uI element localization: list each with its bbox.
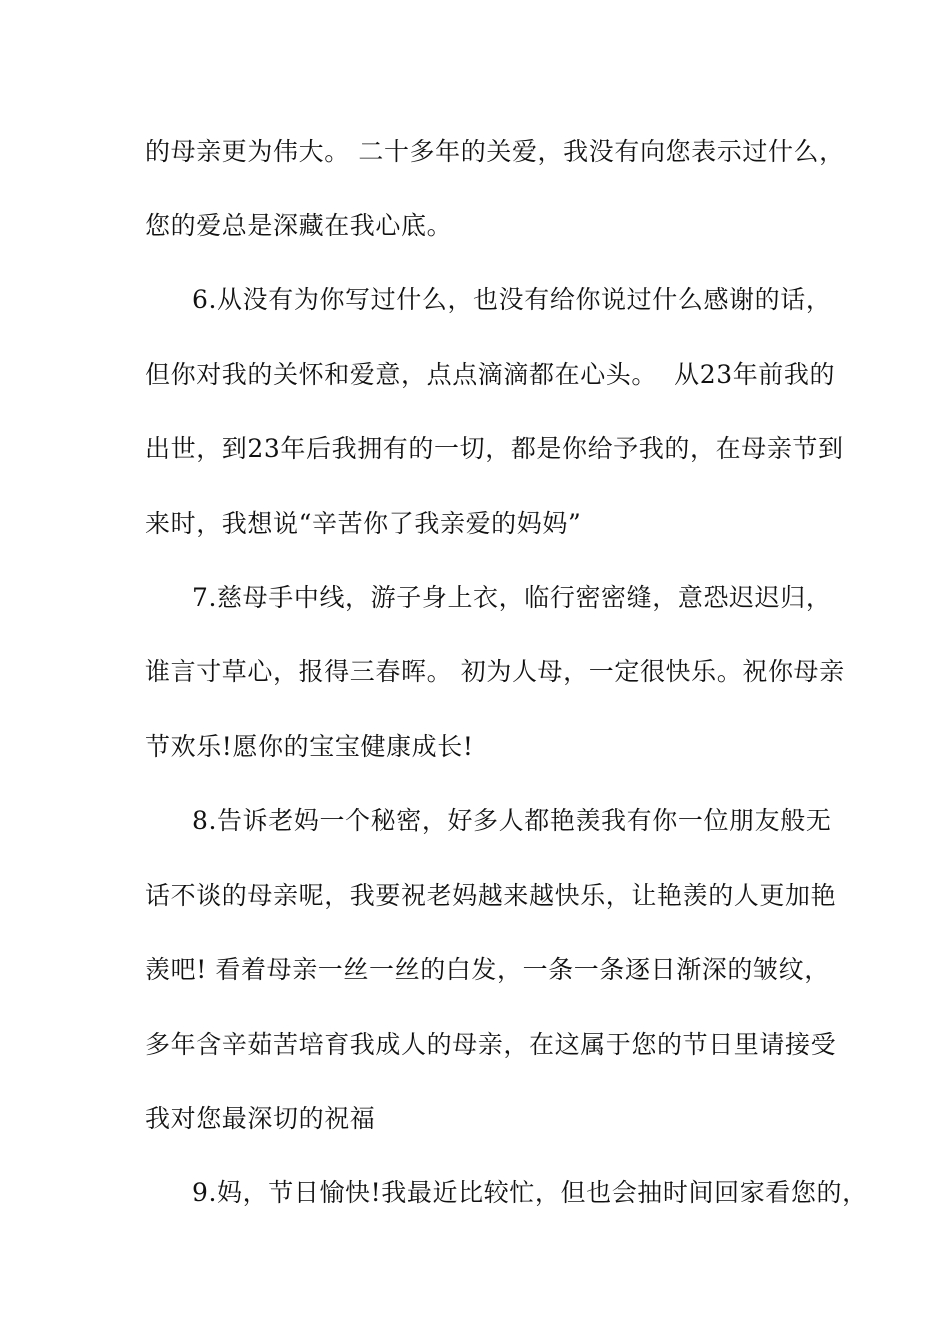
text-line: 多年含辛茹苦培育我成人的母亲，在这属于您的节日里请接受 xyxy=(145,1030,837,1059)
list-item-7-start: 7.慈母手中线，游子身上衣，临行密密缝，意恐迟迟归， xyxy=(192,583,832,612)
list-item-6-start: 6.从没有为你写过什么，也没有给你说过什么感谢的话， xyxy=(192,285,832,314)
text-line: 来时，我想说“辛苦你了我亲爱的妈妈” xyxy=(145,509,582,538)
text-line: 我对您最深切的祝福 xyxy=(145,1104,376,1133)
text-line: 谁言寸草心，报得三春晖。 初为人母，一定很快乐。祝你母亲 xyxy=(145,657,845,686)
text-line: 您的爱总是深藏在我心底。 xyxy=(145,211,453,240)
text-line: 羡吧! 看着母亲一丝一丝的白发，一条一条逐日渐深的皱纹， xyxy=(145,955,830,984)
list-item-8-start: 8.告诉老妈一个秘密，好多人都艳羡我有你一位朋友般无 xyxy=(192,806,832,835)
text-line: 的母亲更为伟大。 二十多年的关爱，我没有向您表示过什么， xyxy=(145,137,845,166)
text-line: 话不谈的母亲呢，我要祝老妈越来越快乐，让艳羡的人更加艳 xyxy=(145,881,837,910)
text-line: 出世，到23年后我拥有的一切，都是你给予我的，在母亲节到 xyxy=(145,434,844,463)
text-line: 但你对我的关怀和爱意，点点滴滴都在心头。 从23年前我的 xyxy=(145,360,836,389)
list-item-9-start: 9.妈，节日愉快!我最近比较忙，但也会抽时间回家看您的， xyxy=(192,1178,868,1207)
text-line: 节欢乐!愿你的宝宝健康成长! xyxy=(145,732,474,761)
